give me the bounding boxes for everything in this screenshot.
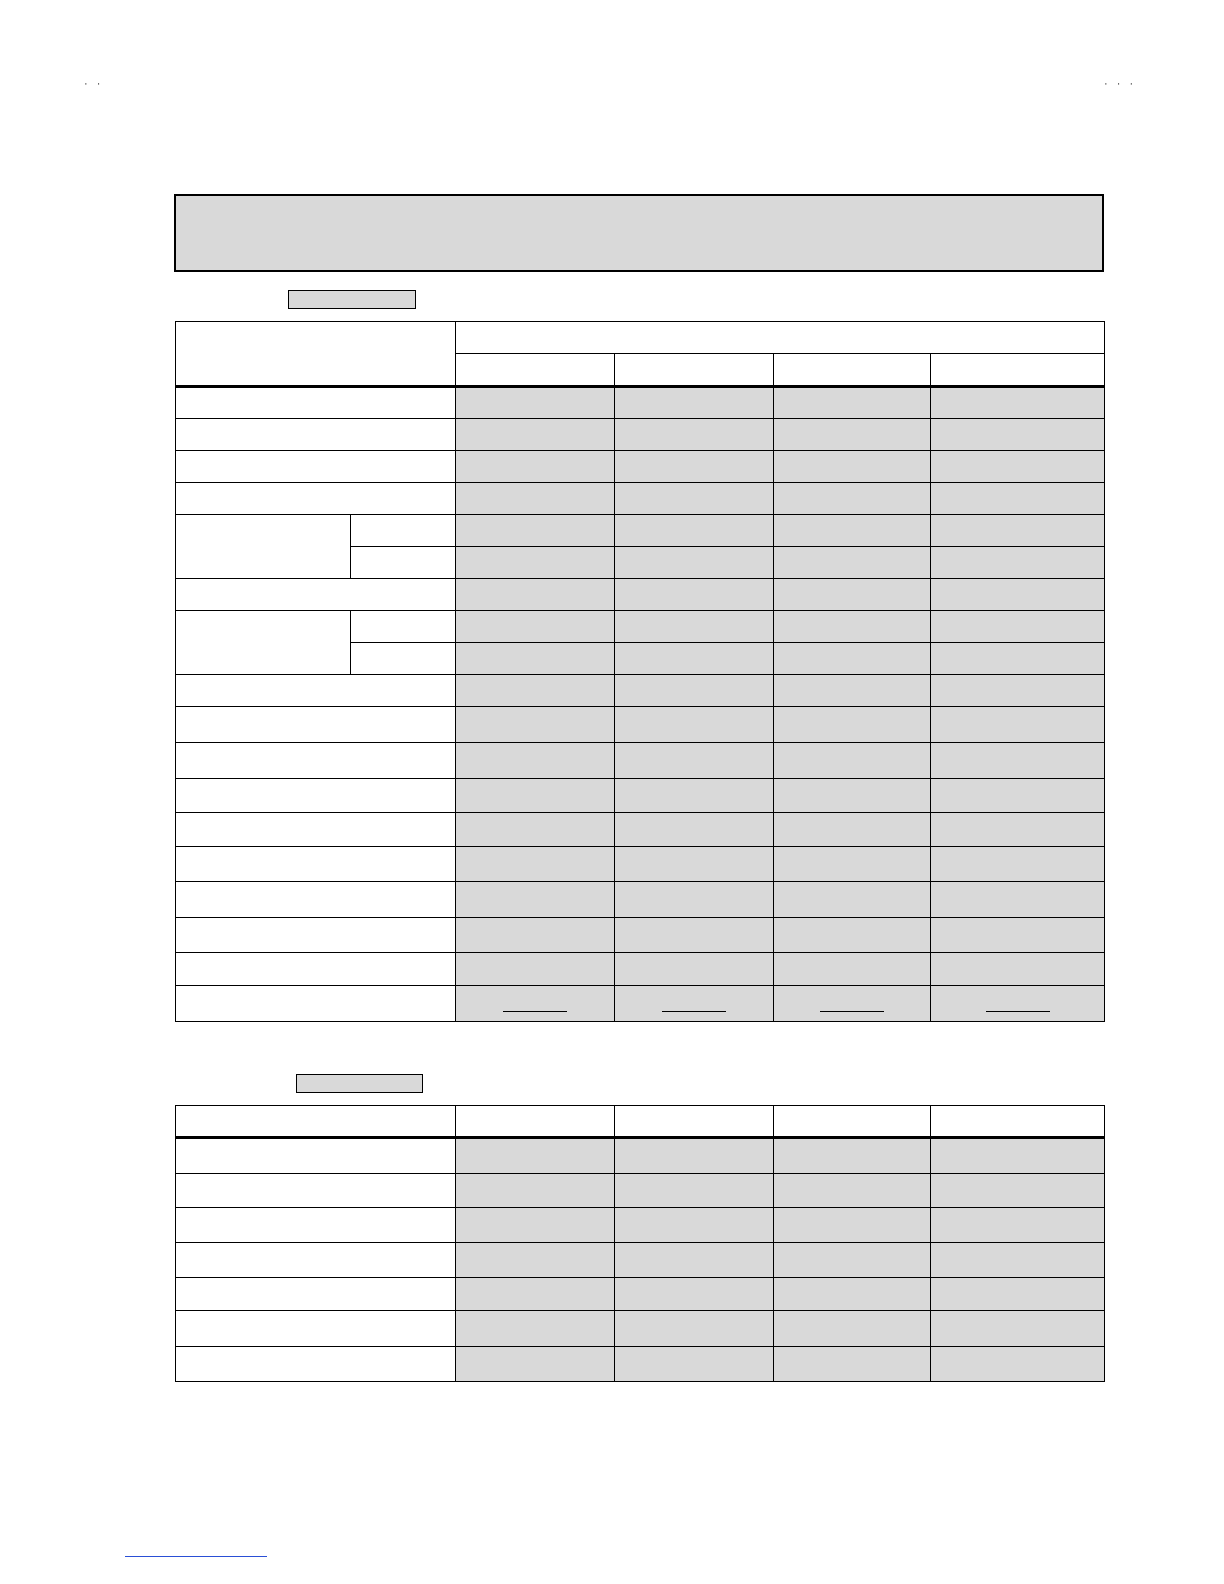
table-row bbox=[176, 953, 1105, 986]
table-row bbox=[176, 1138, 1105, 1174]
table-row bbox=[176, 387, 1105, 419]
table-row bbox=[176, 515, 1105, 547]
total-underline bbox=[820, 1011, 884, 1012]
input-cell[interactable] bbox=[774, 1311, 931, 1347]
input-cell[interactable] bbox=[774, 643, 931, 675]
input-cell[interactable] bbox=[931, 1278, 1105, 1311]
row-label bbox=[176, 515, 351, 579]
input-cell[interactable] bbox=[774, 483, 931, 515]
input-cell[interactable] bbox=[456, 1243, 615, 1278]
input-cell[interactable] bbox=[615, 1243, 774, 1278]
input-cell[interactable] bbox=[774, 451, 931, 483]
table-row bbox=[176, 918, 1105, 953]
table-row bbox=[176, 579, 1105, 611]
input-cell[interactable] bbox=[615, 743, 774, 779]
input-cell[interactable] bbox=[456, 743, 615, 779]
input-cell[interactable] bbox=[774, 1208, 931, 1243]
row-label bbox=[176, 707, 456, 743]
input-cell[interactable] bbox=[456, 779, 615, 813]
input-cell[interactable] bbox=[931, 547, 1105, 579]
input-cell[interactable] bbox=[456, 953, 615, 986]
row-label bbox=[176, 483, 456, 515]
table-row bbox=[176, 675, 1105, 707]
table-row bbox=[176, 451, 1105, 483]
input-cell[interactable] bbox=[774, 707, 931, 743]
footer-link[interactable] bbox=[125, 1556, 267, 1557]
input-cell[interactable] bbox=[615, 387, 774, 419]
column-header bbox=[615, 1106, 774, 1138]
total-underline bbox=[662, 1011, 726, 1012]
input-cell[interactable] bbox=[615, 483, 774, 515]
row-label bbox=[176, 675, 456, 707]
input-cell[interactable] bbox=[456, 579, 615, 611]
input-cell[interactable] bbox=[615, 1208, 774, 1243]
input-cell[interactable] bbox=[774, 743, 931, 779]
input-cell[interactable] bbox=[931, 611, 1105, 643]
row-label bbox=[176, 611, 351, 675]
row-label bbox=[176, 1208, 456, 1243]
input-cell[interactable] bbox=[774, 515, 931, 547]
sub-row-label bbox=[351, 547, 456, 579]
input-cell[interactable] bbox=[931, 743, 1105, 779]
input-cell[interactable] bbox=[456, 675, 615, 707]
input-cell[interactable] bbox=[456, 547, 615, 579]
input-cell[interactable] bbox=[456, 1208, 615, 1243]
input-cell[interactable] bbox=[774, 953, 931, 986]
input-cell[interactable] bbox=[774, 547, 931, 579]
input-cell[interactable] bbox=[931, 1138, 1105, 1174]
input-cell[interactable] bbox=[774, 918, 931, 953]
row-label bbox=[176, 953, 456, 986]
input-cell[interactable] bbox=[615, 515, 774, 547]
table-row bbox=[176, 1278, 1105, 1311]
column-header bbox=[615, 354, 774, 387]
input-cell[interactable] bbox=[615, 419, 774, 451]
section1-field[interactable] bbox=[288, 290, 416, 309]
input-cell[interactable] bbox=[931, 387, 1105, 419]
row-label bbox=[176, 918, 456, 953]
input-cell[interactable] bbox=[456, 847, 615, 882]
input-cell[interactable] bbox=[615, 1174, 774, 1208]
input-cell[interactable] bbox=[615, 918, 774, 953]
section2-field[interactable] bbox=[296, 1074, 423, 1093]
input-cell[interactable] bbox=[931, 451, 1105, 483]
header-right-marks: · · · bbox=[1104, 78, 1137, 90]
sub-row-label bbox=[351, 611, 456, 643]
input-cell[interactable] bbox=[615, 643, 774, 675]
sub-row-label bbox=[351, 515, 456, 547]
input-cell[interactable] bbox=[774, 1138, 931, 1174]
table-row bbox=[176, 1174, 1105, 1208]
form-title-banner bbox=[174, 194, 1104, 272]
input-cell[interactable] bbox=[774, 1278, 931, 1311]
row-label bbox=[176, 1174, 456, 1208]
total-cell[interactable] bbox=[774, 986, 931, 1022]
section1-table bbox=[175, 321, 1105, 1022]
input-cell[interactable] bbox=[615, 547, 774, 579]
table-row bbox=[176, 813, 1105, 847]
input-cell[interactable] bbox=[456, 419, 615, 451]
input-cell[interactable] bbox=[615, 847, 774, 882]
sub-row-label bbox=[351, 643, 456, 675]
header-left-marks: · · bbox=[84, 78, 104, 90]
row-label bbox=[176, 813, 456, 847]
total-cell[interactable] bbox=[615, 986, 774, 1022]
input-cell[interactable] bbox=[456, 387, 615, 419]
table-row bbox=[176, 611, 1105, 643]
input-cell[interactable] bbox=[615, 675, 774, 707]
column-header bbox=[456, 354, 615, 387]
input-cell[interactable] bbox=[615, 813, 774, 847]
input-cell[interactable] bbox=[615, 1311, 774, 1347]
row-label bbox=[176, 743, 456, 779]
total-underline bbox=[503, 1011, 567, 1012]
input-cell[interactable] bbox=[456, 707, 615, 743]
input-cell[interactable] bbox=[615, 1347, 774, 1382]
row-label bbox=[176, 1278, 456, 1311]
input-cell[interactable] bbox=[931, 953, 1105, 986]
table-row bbox=[176, 779, 1105, 813]
input-cell[interactable] bbox=[931, 419, 1105, 451]
column-header bbox=[774, 1106, 931, 1138]
corner-header-cell bbox=[176, 322, 456, 387]
column-header bbox=[774, 354, 931, 387]
section2-table bbox=[175, 1105, 1105, 1382]
input-cell[interactable] bbox=[931, 1311, 1105, 1347]
input-cell[interactable] bbox=[931, 882, 1105, 918]
table-row bbox=[176, 419, 1105, 451]
column-header bbox=[456, 1106, 615, 1138]
row-label bbox=[176, 419, 456, 451]
input-cell[interactable] bbox=[774, 1347, 931, 1382]
input-cell[interactable] bbox=[774, 813, 931, 847]
input-cell[interactable] bbox=[931, 515, 1105, 547]
input-cell[interactable] bbox=[615, 707, 774, 743]
input-cell[interactable] bbox=[931, 675, 1105, 707]
table-row bbox=[176, 1347, 1105, 1382]
input-cell[interactable] bbox=[931, 483, 1105, 515]
input-cell[interactable] bbox=[931, 579, 1105, 611]
input-cell[interactable] bbox=[931, 813, 1105, 847]
input-cell[interactable] bbox=[615, 1278, 774, 1311]
input-cell[interactable] bbox=[615, 611, 774, 643]
row-label bbox=[176, 1138, 456, 1174]
row-label bbox=[176, 1347, 456, 1382]
input-cell[interactable] bbox=[931, 643, 1105, 675]
input-cell[interactable] bbox=[931, 1174, 1105, 1208]
input-cell[interactable] bbox=[774, 1174, 931, 1208]
group-header-cell bbox=[456, 322, 1105, 354]
input-cell[interactable] bbox=[931, 847, 1105, 882]
totals-row bbox=[176, 986, 1105, 1022]
row-label bbox=[176, 1243, 456, 1278]
input-cell[interactable] bbox=[456, 515, 615, 547]
table-row bbox=[176, 483, 1105, 515]
input-cell[interactable] bbox=[456, 1174, 615, 1208]
input-cell[interactable] bbox=[456, 483, 615, 515]
input-cell[interactable] bbox=[774, 1243, 931, 1278]
input-cell[interactable] bbox=[615, 779, 774, 813]
input-cell[interactable] bbox=[615, 579, 774, 611]
row-label bbox=[176, 451, 456, 483]
column-header bbox=[931, 354, 1105, 387]
row-label bbox=[176, 579, 456, 611]
input-cell[interactable] bbox=[774, 611, 931, 643]
table-row bbox=[176, 847, 1105, 882]
input-cell[interactable] bbox=[456, 1311, 615, 1347]
input-cell[interactable] bbox=[774, 675, 931, 707]
input-cell[interactable] bbox=[931, 1347, 1105, 1382]
table-row bbox=[176, 707, 1105, 743]
input-cell[interactable] bbox=[456, 918, 615, 953]
table-row bbox=[176, 1243, 1105, 1278]
row-label bbox=[176, 882, 456, 918]
input-cell[interactable] bbox=[615, 953, 774, 986]
column-header bbox=[176, 1106, 456, 1138]
input-cell[interactable] bbox=[456, 1278, 615, 1311]
row-label bbox=[176, 1311, 456, 1347]
input-cell[interactable] bbox=[615, 451, 774, 483]
input-cell[interactable] bbox=[931, 707, 1105, 743]
table-row bbox=[176, 1208, 1105, 1243]
input-cell[interactable] bbox=[774, 579, 931, 611]
input-cell[interactable] bbox=[931, 1243, 1105, 1278]
total-cell[interactable] bbox=[931, 986, 1105, 1022]
input-cell[interactable] bbox=[931, 918, 1105, 953]
input-cell[interactable] bbox=[456, 882, 615, 918]
row-label bbox=[176, 387, 456, 419]
input-cell[interactable] bbox=[456, 813, 615, 847]
table-row bbox=[176, 743, 1105, 779]
total-underline bbox=[986, 1011, 1050, 1012]
input-cell[interactable] bbox=[456, 1347, 615, 1382]
total-cell[interactable] bbox=[456, 986, 615, 1022]
input-cell[interactable] bbox=[456, 643, 615, 675]
row-label bbox=[176, 986, 456, 1022]
column-header bbox=[931, 1106, 1105, 1138]
input-cell[interactable] bbox=[456, 451, 615, 483]
input-cell[interactable] bbox=[774, 419, 931, 451]
input-cell[interactable] bbox=[615, 882, 774, 918]
input-cell[interactable] bbox=[774, 882, 931, 918]
row-label bbox=[176, 847, 456, 882]
input-cell[interactable] bbox=[931, 779, 1105, 813]
table-row bbox=[176, 882, 1105, 918]
input-cell[interactable] bbox=[615, 1138, 774, 1174]
input-cell[interactable] bbox=[774, 779, 931, 813]
input-cell[interactable] bbox=[774, 387, 931, 419]
input-cell[interactable] bbox=[774, 847, 931, 882]
input-cell[interactable] bbox=[456, 1138, 615, 1174]
table-row bbox=[176, 1311, 1105, 1347]
input-cell[interactable] bbox=[931, 1208, 1105, 1243]
row-label bbox=[176, 779, 456, 813]
input-cell[interactable] bbox=[456, 611, 615, 643]
